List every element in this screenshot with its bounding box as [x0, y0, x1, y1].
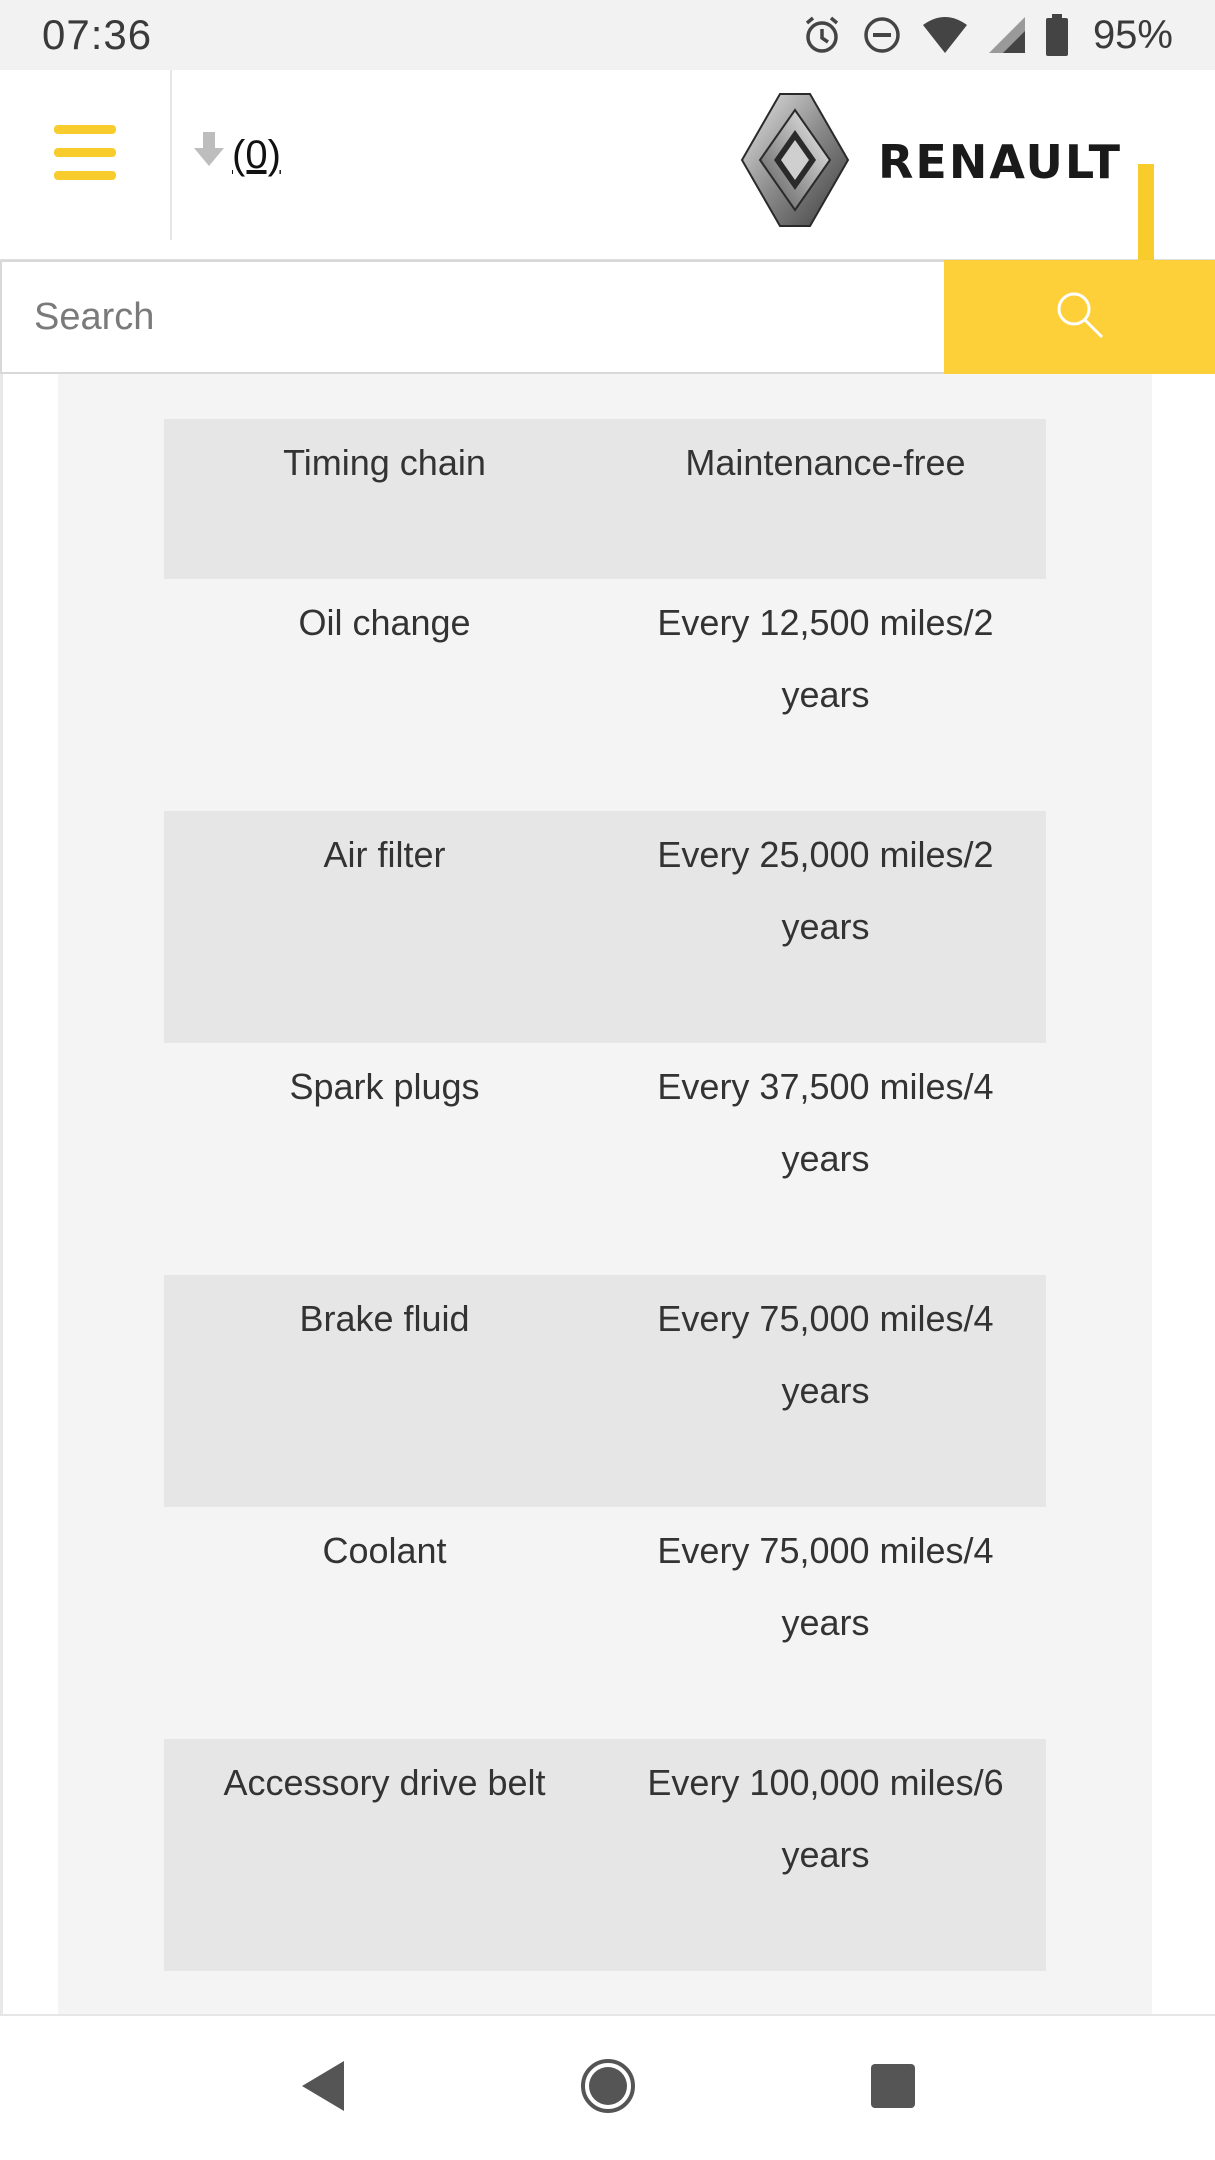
maintenance-table — [164, 419, 1046, 1971]
maintenance-item: Oil change — [298, 602, 471, 643]
table-row — [164, 419, 1046, 579]
table-row — [164, 579, 1046, 811]
search-bar — [0, 260, 1215, 374]
alarm-icon — [801, 14, 843, 56]
renault-diamond-icon — [740, 92, 850, 233]
back-icon — [300, 2059, 346, 2118]
status-time: 07:36 — [42, 11, 153, 58]
menu-button[interactable] — [0, 70, 172, 240]
recents-button[interactable] — [833, 2028, 953, 2148]
table-row — [164, 1739, 1046, 1971]
status-bar — [0, 0, 1215, 70]
wifi-icon — [921, 15, 969, 55]
table-row — [164, 811, 1046, 1043]
download-arrow-icon — [194, 132, 224, 178]
brand-logo[interactable] — [740, 92, 1122, 232]
download-count[interactable]: (0) — [232, 132, 281, 177]
recents-icon — [869, 2062, 917, 2115]
signal-icon — [987, 15, 1027, 55]
maintenance-item: Accessory drive belt — [223, 1762, 546, 1803]
battery-percent: 95% — [1092, 12, 1173, 57]
search-button[interactable] — [944, 260, 1215, 374]
battery-icon — [1045, 14, 1069, 56]
maintenance-item: Brake fluid — [299, 1298, 470, 1339]
maintenance-interval: Every 75,000 miles/4 years — [657, 1530, 994, 1643]
table-row — [164, 1275, 1046, 1507]
maintenance-item: Timing chain — [283, 442, 486, 483]
maintenance-item: Spark plugs — [289, 1066, 480, 1107]
site-header — [0, 70, 1215, 260]
home-icon — [580, 2058, 636, 2119]
home-button[interactable] — [548, 2028, 668, 2148]
do-not-disturb-icon — [861, 14, 903, 56]
maintenance-interval: Every 100,000 miles/6 years — [647, 1762, 1004, 1875]
hamburger-icon — [54, 123, 116, 188]
maintenance-item: Coolant — [322, 1530, 447, 1571]
status-icons — [801, 13, 1173, 58]
downloads-link[interactable] — [194, 125, 281, 185]
table-row — [164, 1043, 1046, 1275]
maintenance-item: Air filter — [323, 834, 446, 875]
search-icon — [1055, 290, 1105, 345]
back-button[interactable] — [263, 2028, 383, 2148]
maintenance-interval: Every 75,000 miles/4 years — [657, 1298, 994, 1411]
maintenance-interval: Every 37,500 miles/4 years — [657, 1066, 994, 1179]
maintenance-interval: Every 25,000 miles/2 years — [657, 834, 994, 947]
brand-name: RENAULT — [878, 135, 1122, 189]
maintenance-interval: Every 12,500 miles/2 years — [657, 602, 994, 715]
table-row — [164, 1507, 1046, 1739]
system-nav-bar — [0, 2014, 1215, 2160]
search-input[interactable] — [0, 260, 944, 374]
maintenance-interval: Maintenance-free — [685, 442, 966, 483]
